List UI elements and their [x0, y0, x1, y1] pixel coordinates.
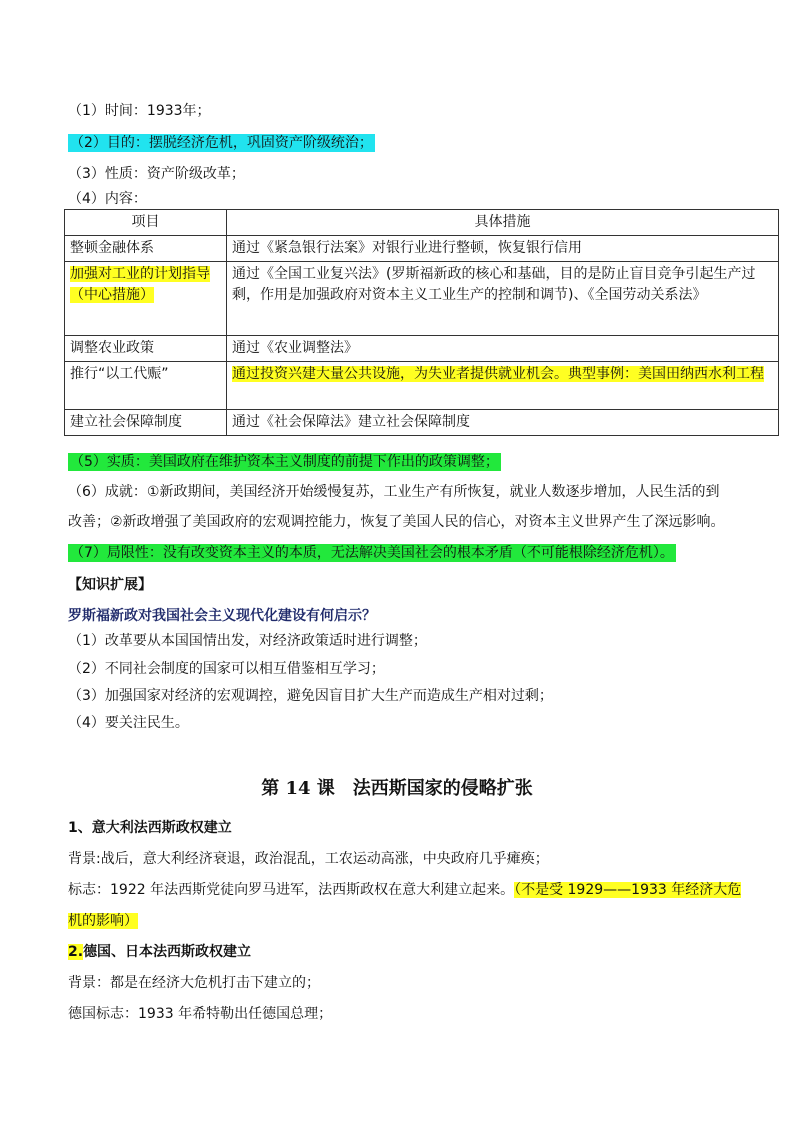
row-item: 推行“以工代赈” — [65, 362, 227, 410]
header-measure: 具体措施 — [227, 210, 779, 236]
row-item: 整顿金融体系 — [65, 236, 227, 262]
row-measure: 通过《社会保障法》建立社会保障制度 — [227, 410, 779, 436]
expansion-point: （4）要关注民生。 — [68, 715, 189, 731]
row-measure-highlight: 通过投资兴建大量公共设施，为失业者提供就业机会。典型事例：美国田纳西水利工程 — [232, 366, 764, 382]
nature-line: （3）性质：资产阶级改革； — [68, 166, 245, 182]
table-row — [65, 336, 779, 362]
effect-line-1: （6）成就：①新政期间，美国经济开始缓慢复苏，工业生产有所恢复，就业人数逐步增加，人民生活的到 — [68, 484, 720, 500]
italy-background: 背景:战后，意大利经济衰退，政治混乱，工农运动高涨，中央政府几乎瘫痪； — [68, 851, 549, 867]
germany-sign: 德国标志：1933 年希特勒出任德国总理； — [68, 1006, 333, 1022]
row-item — [65, 262, 227, 336]
purpose-highlight: （2）目的：摆脱经济危机，巩固资产阶级统治； — [70, 135, 373, 151]
purpose-line — [68, 133, 375, 153]
expansion-point: （3）加强国家对经济的宏观调控，避免因盲目扩大生产而造成生产相对过剩； — [68, 688, 553, 704]
italy-sign-line — [68, 880, 741, 900]
lesson-title — [0, 777, 794, 801]
essence-line — [68, 452, 501, 472]
measures-table — [64, 209, 779, 436]
header-item: 项目 — [65, 210, 227, 236]
time-line: （1）时间：1933年； — [68, 103, 211, 119]
table-row — [65, 362, 779, 410]
germany-japan-background: 背景：都是在经济大危机打击下建立的； — [68, 975, 320, 991]
lesson-name: 法西斯国家的侵略扩张 — [352, 778, 533, 799]
heading-number: 2. — [68, 944, 84, 960]
row-item: 调整农业政策 — [65, 336, 227, 362]
italy-heading: 1、意大利法西斯政权建立 — [68, 820, 232, 836]
row-measure: 通过《紧急银行法案》对银行业进行整顿，恢复银行信用 — [227, 236, 779, 262]
table-header-row — [65, 210, 779, 236]
italy-sign-note: （不是受 1929——1933 年经济大危 — [514, 882, 742, 898]
lesson-number: 第 14 课 — [261, 778, 335, 799]
row-measure: 通过《全国工业复兴法》(罗斯福新政的核心和基础，目的是防止盲目竞争引起生产过剩，作用是加强政府对资本主义工业生产的控制和调节)、《全国劳动关系法》 — [227, 262, 779, 336]
expansion-heading: 【知识扩展】 — [68, 577, 152, 593]
effect-line-2: 改善；②新政增强了美国政府的宏观调控能力，恢复了美国人民的信心，对资本主义世界产生了深远影响。 — [68, 514, 725, 530]
essence-highlight: （5）实质：美国政府在维护资本主义制度的前提下作出的政策调整； — [70, 454, 499, 470]
italy-sign-line-2 — [68, 911, 138, 931]
table-row — [65, 262, 779, 336]
germany-japan-heading — [68, 942, 251, 962]
limitation-highlight: （7）局限性：没有改变资本主义的本质，无法解决美国社会的根本矛盾（不可能根除经济危机）。 — [70, 545, 674, 561]
row-measure: 通过《农业调整法》 — [227, 336, 779, 362]
italy-sign-note-end: 机的影响） — [68, 913, 138, 929]
content-line: （4）内容： — [68, 191, 147, 207]
limitation-line — [68, 543, 676, 563]
row-item-highlight: 加强对工业的计划指导（中心措施） — [70, 266, 210, 303]
italy-sign: 标志：1922 年法西斯党徒向罗马进军，法西斯政权在意大利建立起来。 — [68, 882, 515, 898]
table-row — [65, 236, 779, 262]
expansion-question: 罗斯福新政对我国社会主义现代化建设有何启示？ — [68, 608, 376, 624]
row-measure — [227, 362, 779, 410]
expansion-point: （1）改革要从本国国情出发，对经济政策适时进行调整； — [68, 633, 427, 649]
row-item: 建立社会保障制度 — [65, 410, 227, 436]
table-row — [65, 410, 779, 436]
heading-text: 德国、日本法西斯政权建立 — [83, 944, 252, 960]
expansion-point: （2）不同社会制度的国家可以相互借鉴相互学习； — [68, 661, 385, 677]
